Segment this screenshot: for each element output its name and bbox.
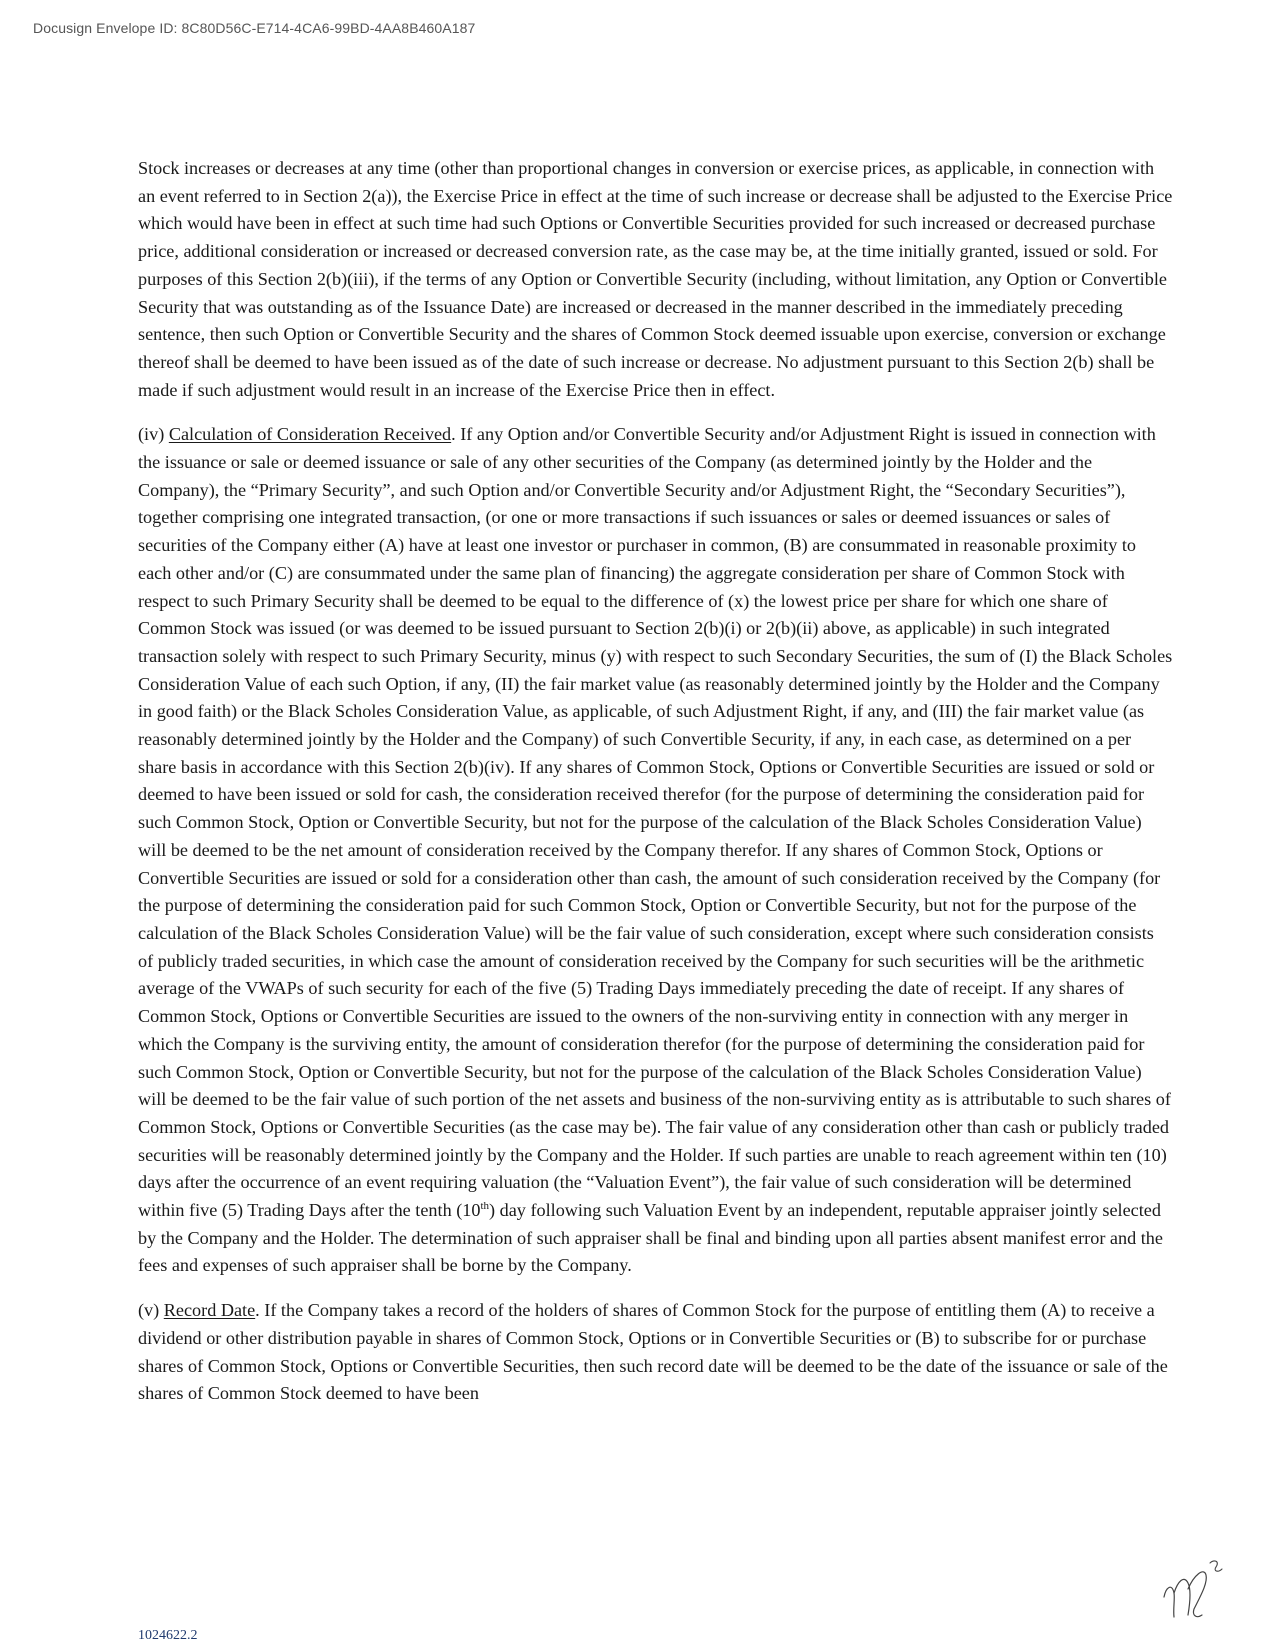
document-body bbox=[138, 155, 1173, 1425]
section-number: (v) bbox=[138, 1300, 164, 1321]
handwritten-initials-signature bbox=[1160, 1553, 1240, 1623]
section-heading: Record Date bbox=[163, 1300, 256, 1321]
ordinal-superscript: th bbox=[480, 1199, 490, 1212]
section-number: (iv) bbox=[138, 424, 169, 445]
paragraph-record-date bbox=[138, 1297, 1173, 1408]
docusign-envelope-id: Docusign Envelope ID: 8C80D56C-E714-4CA6-99BD-4AA8B460A187 bbox=[33, 20, 476, 36]
paragraph-calculation-of-consideration bbox=[138, 421, 1173, 1280]
paragraph-text: . If any Option and/or Convertible Security and/or Adjustment Right is issued in connection with the issuance or sale or deemed issuance or sale of any other securities of the Company (as determined jointly by the Holder and the Company), the “Primary Security”, and such Option and/or Convertible Security and/or Adjustment Right, the “Secondary Securities”), together comprising one integrated transaction, (or one or more transactions if such issuances or sales or deemed issuances or sales of securities of the Company either (A) have at least one investor or purchaser in common, (B) are consummated in reasonable proximity to each other and/or (C) are consummated under the same plan of financing) the aggregate consideration per share of Common Stock with respect to such Primary Security shall be deemed to be equal to the difference of (x) the lowest price per share for which one share of Common Stock was issued (or was deemed to be issued pursuant to Section 2(b)(i) or 2(b)(ii) above, as applicable) in such integrated transaction solely with respect to such Primary Security, minus (y) with respect to such Secondary Securities, the sum of (I) the Black Scholes Consideration Value of each such Option, if any, (II) the fair market value (as reasonably determined jointly by the Holder and the Company in good faith) or the Black Scholes Consideration Value, as applicable, of such Adjustment Right, if any, and (III) the fair market value (as reasonably determined jointly by the Holder and the Company) of such Convertible Security, if any, in each case, as determined on a per share basis in accordance with this Section 2(b)(iv). If any shares of Common Stock, Options or Convertible Securities are issued or sold or deemed to have been issued or sold for cash, the consideration received therefor (for the purpose of determining the consideration paid for such Common Stock, Option or Convertible Security, but not for the purpose of the calculation of the Black Scholes Consideration Value) will be deemed to be the net amount of consideration received by the Company therefor. If any shares of Common Stock, Options or Convertible Securities are issued or sold for a consideration other than cash, the amount of such consideration received by the Company (for the purpose of determining the consideration paid for such Common Stock, Option or Convertible Security, but not for the purpose of the calculation of the Black Scholes Consideration Value) will be the fair value of such consideration, except where such consideration consists of publicly traded securities, in which case the amount of consideration received by the Company for such securities will be the arithmetic average of the VWAPs of such security for each of the five (5) Trading Days immediately preceding the date of receipt. If any shares of Common Stock, Options or Convertible Securities are issued to the owners of the non-surviving entity in connection with any merger in which the Company is the surviving entity, the amount of consideration therefor (for the purpose of determining the consideration paid for such Common Stock, Option or Convertible Security, but not for the purpose of the calculation of the Black Scholes Consideration Value) will be deemed to be the fair value of such portion of the net assets and business of the non-surviving entity as is attributable to such shares of Common Stock, Options or Convertible Securities (as the case may be). The fair value of any consideration other than cash or publicly traded securities will be reasonably determined jointly by the Company and the Holder. If such parties are unable to reach agreement within ten (10) days after the occurrence of an event requiring valuation (the “Valuation Event”), the fair value of such consideration will be determined within five (5) Trading Days after the tenth (10 bbox=[138, 424, 1173, 1221]
paragraph-text-continued: ) day following such Valuation Event by an independent, reputable appraiser jointly selected by the Company and the Holder. The determination of such appraiser shall be final and binding upon all parties absent manifest error and the fees and expenses of such appraiser shall be borne by the Company. bbox=[138, 1200, 1163, 1276]
document-id-footer: 1024622.2 bbox=[138, 1628, 198, 1643]
paragraph-text: . If the Company takes a record of the holders of shares of Common Stock for the purpose of entitling them (A) to receive a dividend or other distribution payable in shares of Common Stock, Options or in Convertible Securities or (B) to subscribe for or purchase shares of Common Stock, Options or Convertible Securities, then such record date will be deemed to be the date of the issuance or sale of the shares of Common Stock deemed to have been bbox=[138, 1300, 1168, 1404]
section-heading: Calculation of Consideration Received bbox=[168, 424, 452, 445]
paragraph-exercise-price-adjustment: Stock increases or decreases at any time (other than proportional changes in conversion or exercise prices, as applicable, in connection with an event referred to in Section 2(a)), the Exercise Price in effect at the time of such increase or decrease shall be adjusted to the Exercise Price which would have been in effect at such time had such Options or Convertible Securities provided for such increased or decreased purchase price, additional consideration or increased or decreased conversion rate, as the case may be, at the time initially granted, issued or sold. For purposes of this Section 2(b)(iii), if the terms of any Option or Convertible Security (including, without limitation, any Option or Convertible Security that was outstanding as of the Issuance Date) are increased or decreased in the manner described in the immediately preceding sentence, then such Option or Convertible Security and the shares of Common Stock deemed issuable upon exercise, conversion or exchange thereof shall be deemed to have been issued as of the date of such increase or decrease. No adjustment pursuant to this Section 2(b) shall be made if such adjustment would result in an increase of the Exercise Price then in effect. bbox=[138, 158, 1173, 400]
